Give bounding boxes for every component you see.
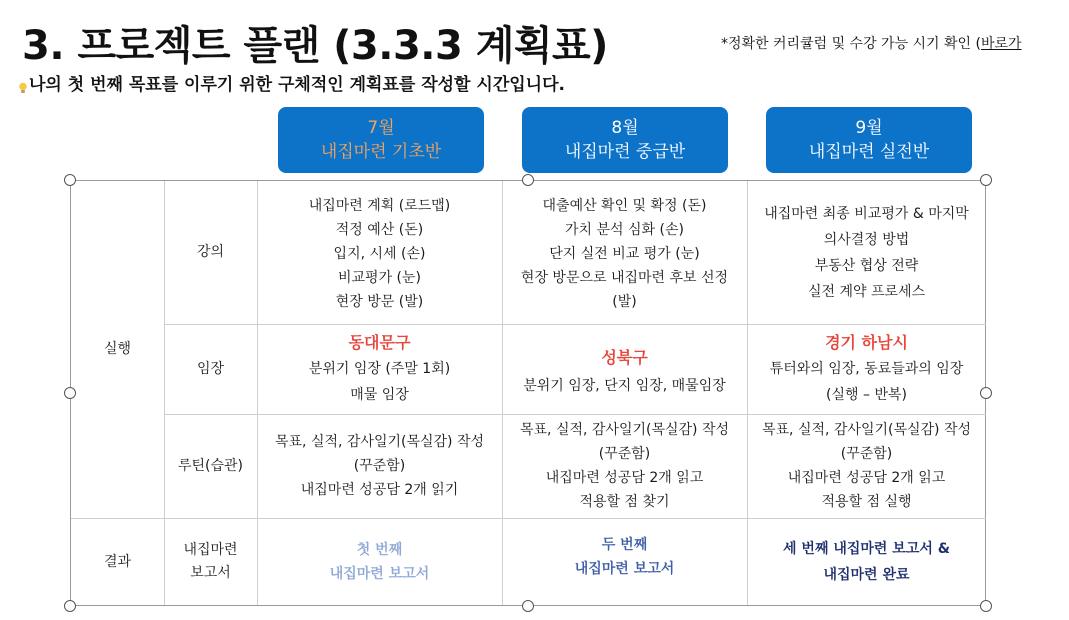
cell-line: 의사결정 방법 — [823, 231, 910, 248]
cell-line: 내집마련 성공담 2개 읽기 — [300, 482, 459, 498]
month-header-august — [522, 107, 728, 173]
row-label-report — [164, 518, 257, 606]
cell-line: 튜터와의 임장, 동료들과의 임장 — [769, 361, 964, 377]
cell-line: 내집마련 최종 비교평가 & 마지막 — [764, 205, 969, 222]
month-header-july — [278, 107, 484, 173]
field-cell-august — [502, 324, 747, 414]
course-label: 내집마련 중급반 — [564, 142, 686, 162]
cell-line: 목표, 실적, 감사일기(목실감) 작성 — [520, 422, 729, 438]
resize-handle-bottom-right[interactable] — [980, 600, 992, 612]
resize-handle-bottom-middle[interactable] — [522, 600, 534, 612]
lecture-cell-august — [502, 181, 747, 324]
month-label: 9월 — [855, 118, 883, 138]
report-cell-august — [502, 518, 747, 606]
month-header-september — [766, 107, 972, 173]
cell-line: (꾸준함) — [598, 446, 651, 462]
routine-cell-august — [502, 414, 747, 518]
resize-handle-top-middle[interactable] — [522, 174, 534, 186]
resize-handle-top-left[interactable] — [64, 174, 76, 186]
row-label-report-line: 내집마련 — [183, 542, 238, 558]
cell-line: 내집마련 성공담 2개 읽고 — [545, 470, 704, 486]
cell-line: (꾸준함) — [353, 458, 406, 474]
cell-line: 단지 실전 비교 평가 (눈) — [549, 245, 700, 262]
resize-handle-top-right[interactable] — [980, 174, 992, 186]
resize-handle-middle-right[interactable] — [980, 387, 992, 399]
resize-handle-middle-left[interactable] — [64, 387, 76, 399]
area-label: 성북구 — [601, 348, 648, 367]
lecture-cell-july — [257, 181, 502, 324]
report-line: 세 번째 내집마련 보고서 & — [783, 541, 950, 557]
lightbulb-icon — [18, 79, 28, 91]
cell-line: 대출예산 확인 및 확정 (돈) — [542, 197, 707, 214]
month-label: 8월 — [611, 118, 639, 138]
shortcut-link[interactable]: 바로가 — [981, 36, 1022, 52]
row-label-field: 임장 — [196, 360, 225, 377]
cell-line: 부동산 협상 전략 — [814, 257, 919, 274]
cell-line: (꾸준함) — [840, 446, 893, 462]
cell-line: 현장 방문으로 내집마련 후보 선정 — [520, 269, 729, 286]
routine-cell-september — [747, 414, 986, 518]
row-label-report-line: 보고서 — [190, 565, 231, 581]
cell-line: 현장 방문 (발) — [335, 293, 424, 310]
row-label-routine: 루틴(습관) — [177, 457, 244, 474]
cell-line: 내집마련 계획 (로드맵) — [308, 197, 451, 214]
report-line: 첫 번째 — [356, 542, 403, 558]
cell-line: 분위기 임장, 단지 임장, 매물임장 — [523, 378, 726, 394]
cell-line: 실전 계약 프로세스 — [807, 283, 926, 300]
curriculum-note — [721, 33, 1022, 53]
area-label: 동대문구 — [348, 333, 411, 352]
cell-line: 내집마련 성공담 2개 읽고 — [787, 470, 946, 486]
page-subtitle — [18, 70, 565, 95]
subtitle-text: 나의 첫 번째 목표를 이루기 위한 구체적인 계획표를 작성할 시간입니다. — [29, 75, 565, 95]
report-line: 두 번째 — [601, 537, 648, 553]
report-line: 내집마련 완료 — [823, 567, 910, 583]
routine-cell-july — [257, 414, 502, 518]
area-label: 경기 하남시 — [825, 333, 908, 352]
cell-line: 목표, 실적, 감사일기(목실감) 작성 — [762, 422, 971, 438]
field-cell-september — [747, 324, 986, 414]
cell-line: 적용할 점 찾기 — [579, 494, 670, 510]
field-cell-july — [257, 324, 502, 414]
cell-line: 입지, 시세 (손) — [333, 245, 426, 262]
report-line: 내집마련 보고서 — [574, 561, 675, 577]
page-title: 3. 프로젝트 플랜 (3.3.3 계획표) — [22, 23, 608, 69]
cell-line: 비교평가 (눈) — [338, 269, 421, 286]
cell-line: 매물 임장 — [350, 387, 409, 403]
cell-line: 적정 예산 (돈) — [335, 221, 424, 238]
cell-line: 가치 분석 심화 (손) — [565, 221, 684, 238]
report-line: 내집마련 보고서 — [329, 566, 430, 582]
cell-line: (발) — [612, 293, 637, 310]
resize-handle-bottom-left[interactable] — [64, 600, 76, 612]
section-result: 결과 — [103, 553, 132, 570]
report-cell-july — [257, 518, 502, 606]
report-cell-september — [747, 518, 986, 606]
course-label: 내집마련 실전반 — [808, 142, 930, 162]
cell-line: 분위기 임장 (주말 1회) — [308, 361, 451, 377]
curriculum-note-text: *정확한 커리큘럼 및 수강 가능 시기 확인 ( — [721, 36, 981, 52]
cell-line: 적용할 점 실행 — [821, 494, 912, 510]
course-label: 내집마련 기초반 — [320, 142, 442, 162]
section-execution: 실행 — [103, 341, 132, 357]
month-label: 7월 — [367, 118, 395, 138]
row-label-lecture: 강의 — [196, 244, 225, 260]
cell-line: 목표, 실적, 감사일기(목실감) 작성 — [275, 434, 484, 450]
plan-table — [70, 180, 986, 606]
cell-line: (실행 – 반복) — [826, 387, 907, 403]
lecture-cell-september — [747, 181, 986, 324]
